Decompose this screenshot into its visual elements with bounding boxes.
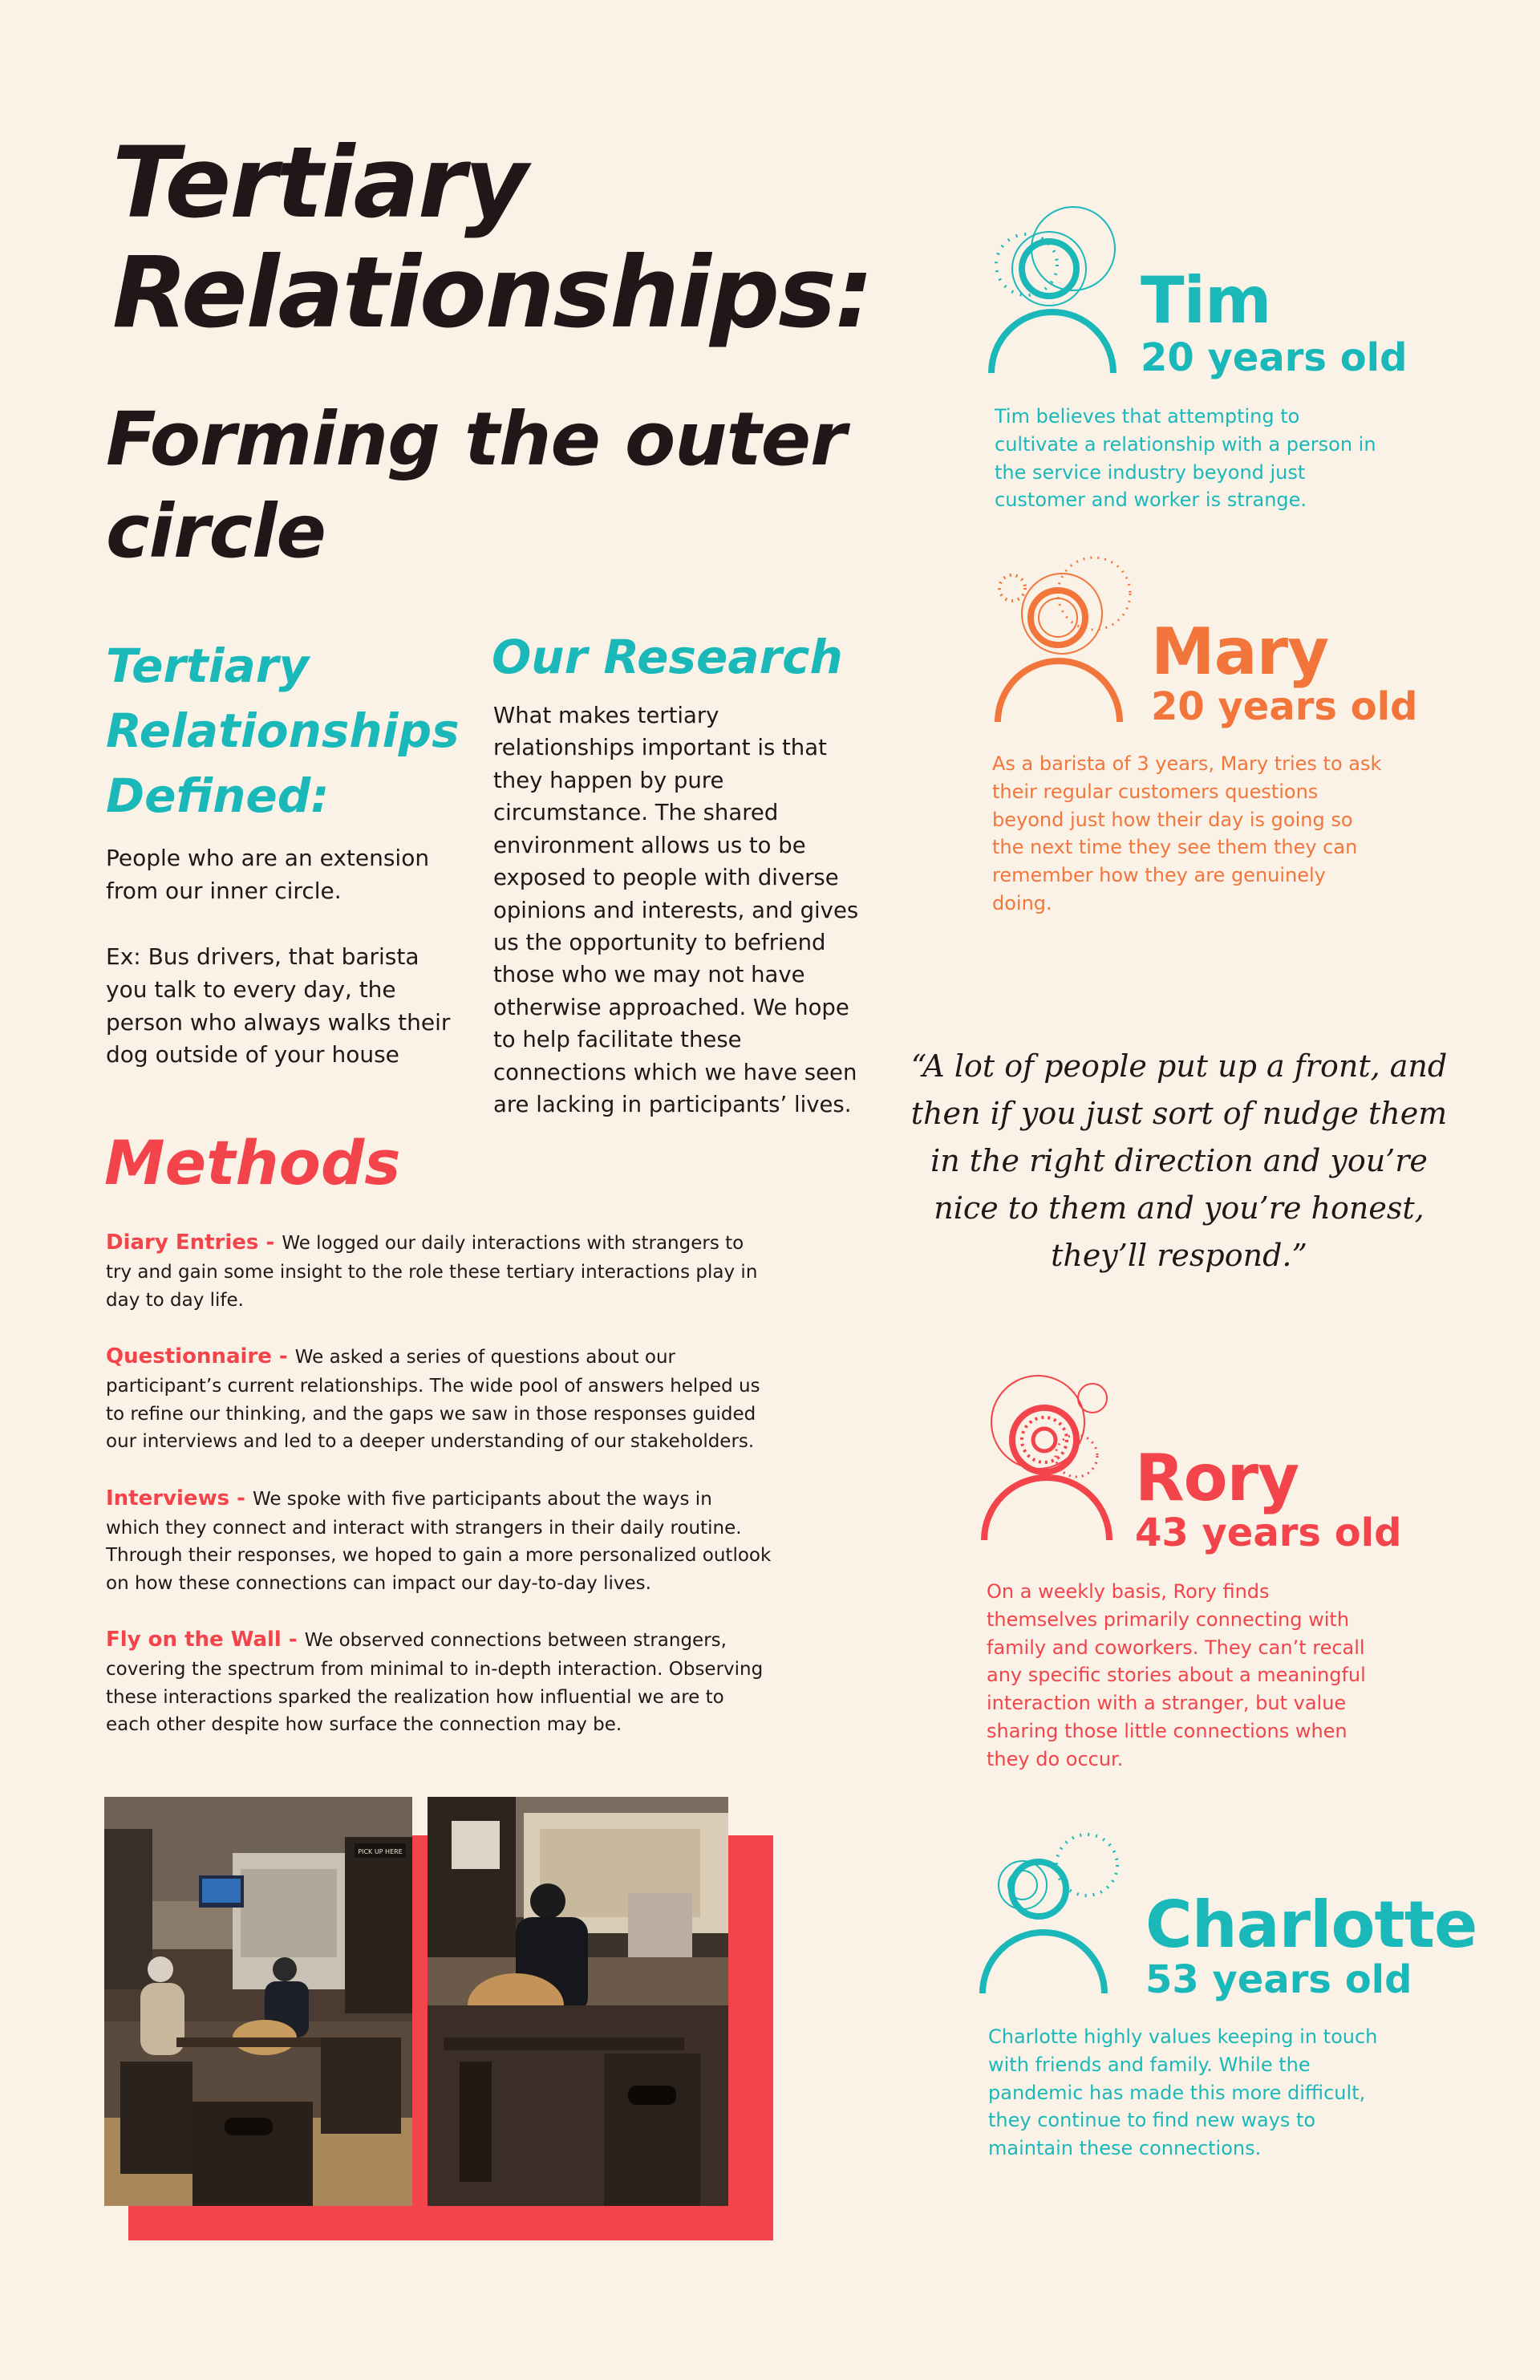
method-name: Fly on the Wall - (106, 1628, 305, 1652)
persona-rory (971, 1360, 1468, 1777)
persona-name: Rory (1135, 1441, 1299, 1515)
persona-description: As a barista of 3 years, Mary tries to ask their regular customers questions beyond just how their day is going so the next time they see them they can remember how they are genuinely doing. (992, 752, 1382, 914)
method-item (106, 1341, 772, 1456)
method-text: We logged our daily interactions with strangers to try and gain some insight to the role these tertiary interactions play in day to day life. (106, 1233, 758, 1311)
participant-quote: “A lot of people put up a front, and then if you just sort of nudge them in the right direction and you’re nice to them and you’re honest, they’ll respond.” (910, 1048, 1448, 1273)
persona-age: 20 years old (1151, 684, 1418, 729)
research-heading: Our Research (492, 630, 843, 684)
method-item (106, 1624, 772, 1739)
defined-paragraph: Ex: Bus drivers, that barista you talk to every day, the person who always walks their dog outside of your house (106, 943, 451, 1068)
defined-paragraph: People who are an extension from our inner circle. (106, 845, 430, 904)
persona-description: On a weekly basis, Rory finds themselves primarily connecting with family and coworkers. They can’t recall any specific stories about a meaningful interaction with a stranger, but value sharing those little connections when they do occur. (987, 1580, 1366, 1770)
persona-name: Tim (1141, 263, 1271, 338)
charlotte-avatar-icon (979, 1821, 1139, 2005)
cafe-photo-right (428, 1797, 728, 2206)
persona-description: Charlotte highly values keeping in touch with friends and family. While the pandemic has made this more difficult, they continue to find new ways to maintain these connections. (988, 2025, 1378, 2160)
page-subtitle: Forming the outer circle (106, 396, 846, 574)
methods-list (106, 1227, 772, 1766)
persona-tim (971, 201, 1468, 521)
persona-description: Tim believes that attempting to cultivate a relationship with a person in the service industry beyond just customer and worker is strange. (995, 405, 1376, 512)
defined-body (106, 842, 459, 1105)
method-name: Diary Entries - (106, 1231, 282, 1255)
rory-avatar-icon (972, 1360, 1133, 1552)
method-item (106, 1227, 772, 1314)
mary-avatar-icon (982, 549, 1142, 734)
method-name: Questionnaire - (106, 1344, 295, 1368)
persona-age: 43 years old (1135, 1510, 1402, 1555)
persona-age: 53 years old (1145, 1957, 1412, 2002)
persona-age: 20 years old (1141, 335, 1408, 380)
method-text: We observed connections between strangers, covering the spectrum from minimal to in-depth interaction. Observing these interactions sparked the realization how influential we are to each other despite how surface the connection may be. (106, 1630, 764, 1735)
pickup-sign-text: PICK UP HERE (358, 1848, 403, 1855)
defined-heading: Tertiary Relationships Defined: (106, 639, 460, 824)
page-title: Tertiary Relationships: (112, 126, 873, 350)
methods-heading: Methods (104, 1127, 401, 1198)
research-body: What makes tertiary relationships important is that they happen by pure circumstance. The shared environment allows us to be exposed to people with diverse opinions and interests, and gives us the opportunity to befriend those who we may not have otherwise approached. We hope to help facilitate these connections which we have seen are lacking in participants’ lives. (493, 703, 859, 1118)
method-text: We spoke with five participants about the ways in which they connect and interact with strangers in their daily routine. Through their responses, we hoped to gain a more personalized outlook on how these connections can impact our day-to-day lives. (106, 1488, 772, 1594)
tim-avatar-icon (985, 201, 1137, 385)
method-item (106, 1483, 772, 1598)
persona-name: Mary (1151, 614, 1329, 689)
persona-charlotte (971, 1821, 1477, 2182)
method-name: Interviews - (106, 1486, 253, 1510)
method-text: We asked a series of questions about our participant’s current relationships. The wide pool of answers helped us to refine our thinking, and the gaps we saw in those responses guided our interviews and led to a deeper understanding of our stakeholders. (106, 1347, 760, 1452)
persona-mary (971, 549, 1468, 914)
persona-name: Charlotte (1145, 1887, 1477, 1962)
cafe-photo-left (104, 1797, 412, 2206)
